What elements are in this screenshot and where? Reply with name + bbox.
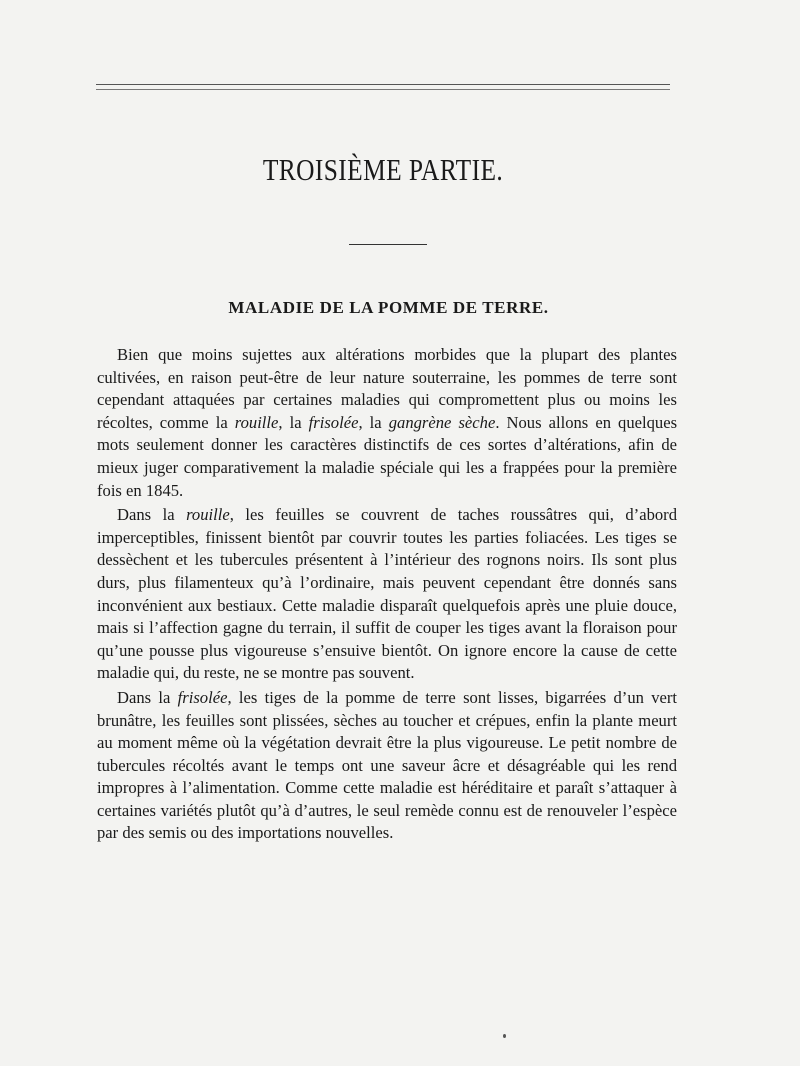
italic-term: frisolée	[177, 687, 228, 707]
text-run: Bien que moins sujettes aux altérations morbides que la plupart des plantes cultivées, en raison peut-être de leur nature souterraine, les pommes de terre sont cependant attaquées par certaines maladies qui compromettent plus ou moins les récoltes, comme la	[97, 345, 677, 432]
text-run: , la	[358, 412, 389, 432]
text-run: Dans la	[117, 505, 187, 525]
italic-term: gangrène sèche	[388, 412, 496, 432]
title-separator-rule	[349, 244, 427, 245]
paragraph	[97, 687, 677, 845]
paragraph	[97, 504, 677, 685]
text-run: , les tiges de la pomme de terre sont lisses, bigarrées d’un vert brunâtre, les feuilles sont plissées, sèches au toucher et crépues, enfin la plante meurt au moment même où la végétation devrait être la plus vigoureuse. Le petit nombre de tubercules récoltés avant le temps ont une saveur âcre et désagréable qui les rend impropres à l’alimentation. Comme cette maladie est héréditaire et paraît s’attaquer à certaines variétés plutôt qu’à d’autres, le seul remède connu est de renouveler l’espèce par des semis ou des importations nouvelles.	[97, 687, 677, 843]
text-run: . Nous allons en quelques mots seulement donner les caractères distinctifs de ces sortes d’altérations, afin de mieux juger comparativement la maladie spéciale qui les a frappées pour la première fois en 1845.	[97, 412, 678, 500]
text-run: , les feuilles se couvrent de taches roussâtres qui, d’abord imperceptibles, finissent bientôt par couvrir toutes les parties foliacées. Les tiges se dessèchent et les tubercules présentent à l’intérieur des rognons noirs. Ils sont plus durs, plus filamenteux qu’à l’ordinaire, mais peuvent cependant être donnés sans inconvénient aux bestiaux. Cette maladie disparaît quelquefois après une pluie douce, mais si l’affection gagne du terrain, il suffit de couper les tiges avant la floraison pour qu’une pousse plus vigoureuse s’ensuive bientôt. On ignore encore la cause de cette maladie qui, du reste, ne se montre pas souvent.	[97, 505, 677, 683]
italic-term: frisolée	[308, 412, 359, 432]
text-run: Dans la	[117, 687, 178, 707]
text-run: , la	[278, 412, 309, 432]
section-title: MALADIE DE LA POMME DE TERRE.	[228, 298, 549, 317]
header-double-rule	[96, 84, 670, 90]
part-title: TROISIÈME PARTIE.	[262, 152, 504, 187]
paragraph	[97, 344, 677, 502]
body-text	[97, 344, 677, 847]
italic-term: rouille	[234, 412, 279, 432]
ink-speck	[503, 1034, 506, 1038]
italic-term: rouille	[186, 505, 230, 525]
